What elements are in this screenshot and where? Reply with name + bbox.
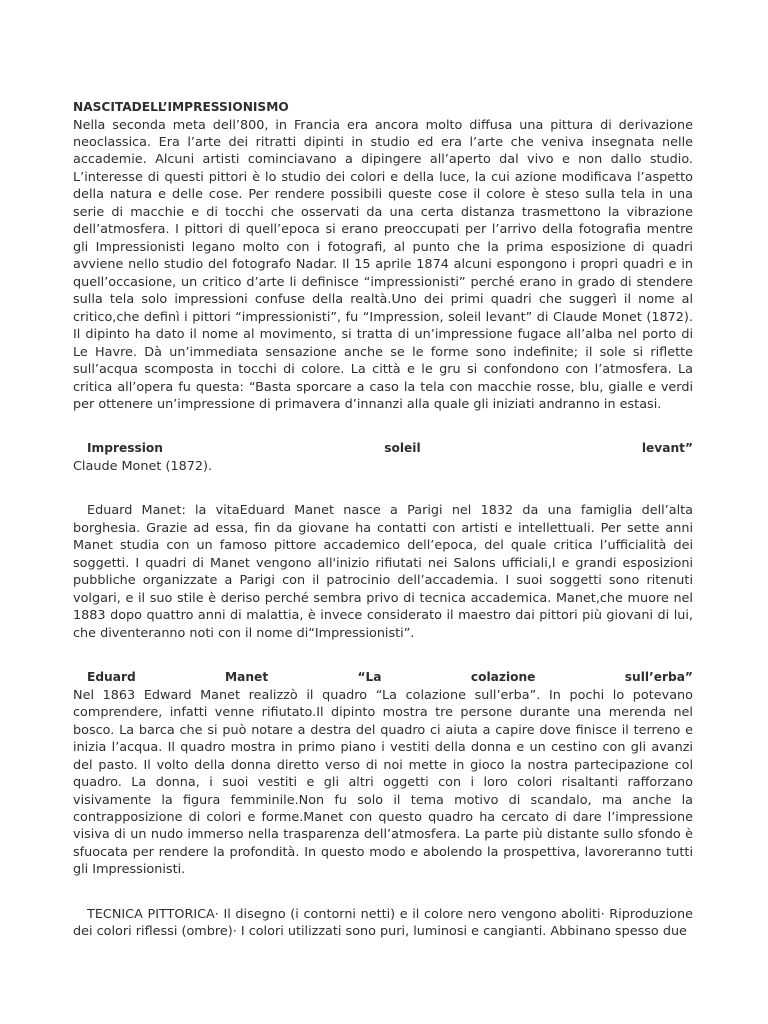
caption-word: levant” — [641, 441, 693, 456]
spacer — [73, 475, 693, 502]
caption-author-monet: Claude Monet (1872). — [73, 458, 213, 474]
paragraph-colazione-description: Nel 1863 Edward Manet realizzò il quadro “La colazione sull’erba”. In pochi lo potevano comprendere, infatti venne rifiutato.Il dipinto mostra tre persone durante una merenda nel bosco. La barca che si può notare a destra del quadro ci aiuta a capire dove finisce il terreno e inizia l’acqua. Il quadro mostra in primo piano i vestiti della donna e un cestino con gli avanzi del pasto. Il volto della donna diretto verso di noi mette in gioco la nostra partecipazione col quadro. La donna, i suoi vestiti e gli altri oggetti con i loro colori risaltanti rafforzano visivamente la figura femminile.Non fu solo il tema motivo di scandalo, ma anche la contrapposizione di colori e forme.Manet con questo quadro ha cercato di dare l’impressione visiva di un nudo immerso nella trasparenza dell’atmosfera. La parte più distante sullo sfondo è sfuocata per rendere la profondità. In questo modo e abolendo la prospettiva, lavoreranno tutti gli Impressionisti. — [73, 687, 693, 878]
caption-word: Manet — [225, 670, 269, 685]
paragraph-impressionism-origin: Nella seconda meta dell’800, in Francia era ancora molto diffusa una pittura di derivazione neoclassica. Era l’arte dei ritratti dipinti in studio ed era l’arte che veniva insegnata nelle accademie. Alcuni artisti cominciavano a dipingere all’aperto dal vivo e non dallo studio. L’interesse di questi pittori è lo studio dei colori e della luce, la cui azione modificava l’aspetto della natura e delle cose. Per rendere possibili queste cose il colore è steso sulla tela in una serie di macchie e di tocchi che osservati da una certa distanza trasmettono la vibrazione dell’atmosfera. I pittori di quell’epoca si erano preoccupati per l’arrivo della fotografia mentre gli Impressionisti legano molto con i fotografi, al punto che la prima esposizione di quadri avviene nello studio del fotografo Nadar. Il 15 aprile 1874 alcuni espongono i propri quadri e in quell’occasione, un critico d’arte li definisce “impressionisti” perché erano in grado di stendere sulla tela solo impressioni confuse della realtà.Uno dei primi quadri che suggerì il nome al critico,che definì i pittori “impressionisti”, fu “Impression, soleil levant” di Claude Monet (1872). Il dipinto ha dato il nome al movimento, si tratta di un’impressione fugace all’alba nel porto di Le Havre. Dà un’immediata sensazione anche se le forme sono indefinite; il sole si riflette sull’acqua scomposta in tocchi di colore. La città e le gru si confondono con l’atmosfera. La critica all’opera fu questa: “Basta sporcare a caso la tela con macchie rosse, blu, gialle e verdi per ottenere un’impressione di primavera d’innanzi alla quale gli iniziati andranno in estasi. — [73, 117, 693, 412]
caption-word: sull’erba” — [624, 670, 693, 685]
caption-word: colazione — [470, 670, 536, 685]
paragraph-manet-life: Eduard Manet: la vitaEduard Manet nasce a Parigi nel 1832 da una famiglia dell’alta borghesia. Grazie ad essa, fin da giovane ha contatti con artisti e intellettuali. Per sette anni Manet studia con un famoso pittore accademico dell’epoca, del quale critica l’ufficialità dei soggetti. I quadri di Manet vengono all'inizio rifiutati nei Salons ufficiali,l e grandi esposizioni pubbliche organizzate a Parigi con il patrocinio dell’accademia. I suoi soggetti sono ritenuti volgari, e il suo stile è deriso perché sembra privo di tecnica accademica. Manet,che muore nel 1883 dopo quattro anni di malattia, è invece considerato il maestro dai pittori più giovani di lui, che diventeranno noti con il nome di“Impressionisti”. — [73, 503, 693, 641]
caption-impression-soleil-levant — [73, 440, 693, 458]
spacer — [73, 413, 693, 440]
caption-colazione-sull-erba — [73, 669, 693, 687]
caption-word: soleil — [384, 441, 421, 456]
paragraph-tecnica-pittorica: TECNICA PITTORICA· Il disegno (i contorni netti) e il colore nero vengono aboliti· Riproduzione dei colori riflessi (ombre)· I colori utilizzati sono puri, luminosi e cangianti. Abbinano spesso due — [73, 906, 693, 940]
section-heading-impressionism: NASCITADELL’IMPRESSIONISMO — [73, 100, 289, 114]
caption-word: “La — [357, 670, 382, 685]
spacer — [73, 879, 693, 906]
caption-word: Impression — [87, 441, 163, 456]
document-page — [73, 99, 693, 941]
spacer — [73, 642, 693, 669]
caption-word: Eduard — [87, 670, 136, 685]
